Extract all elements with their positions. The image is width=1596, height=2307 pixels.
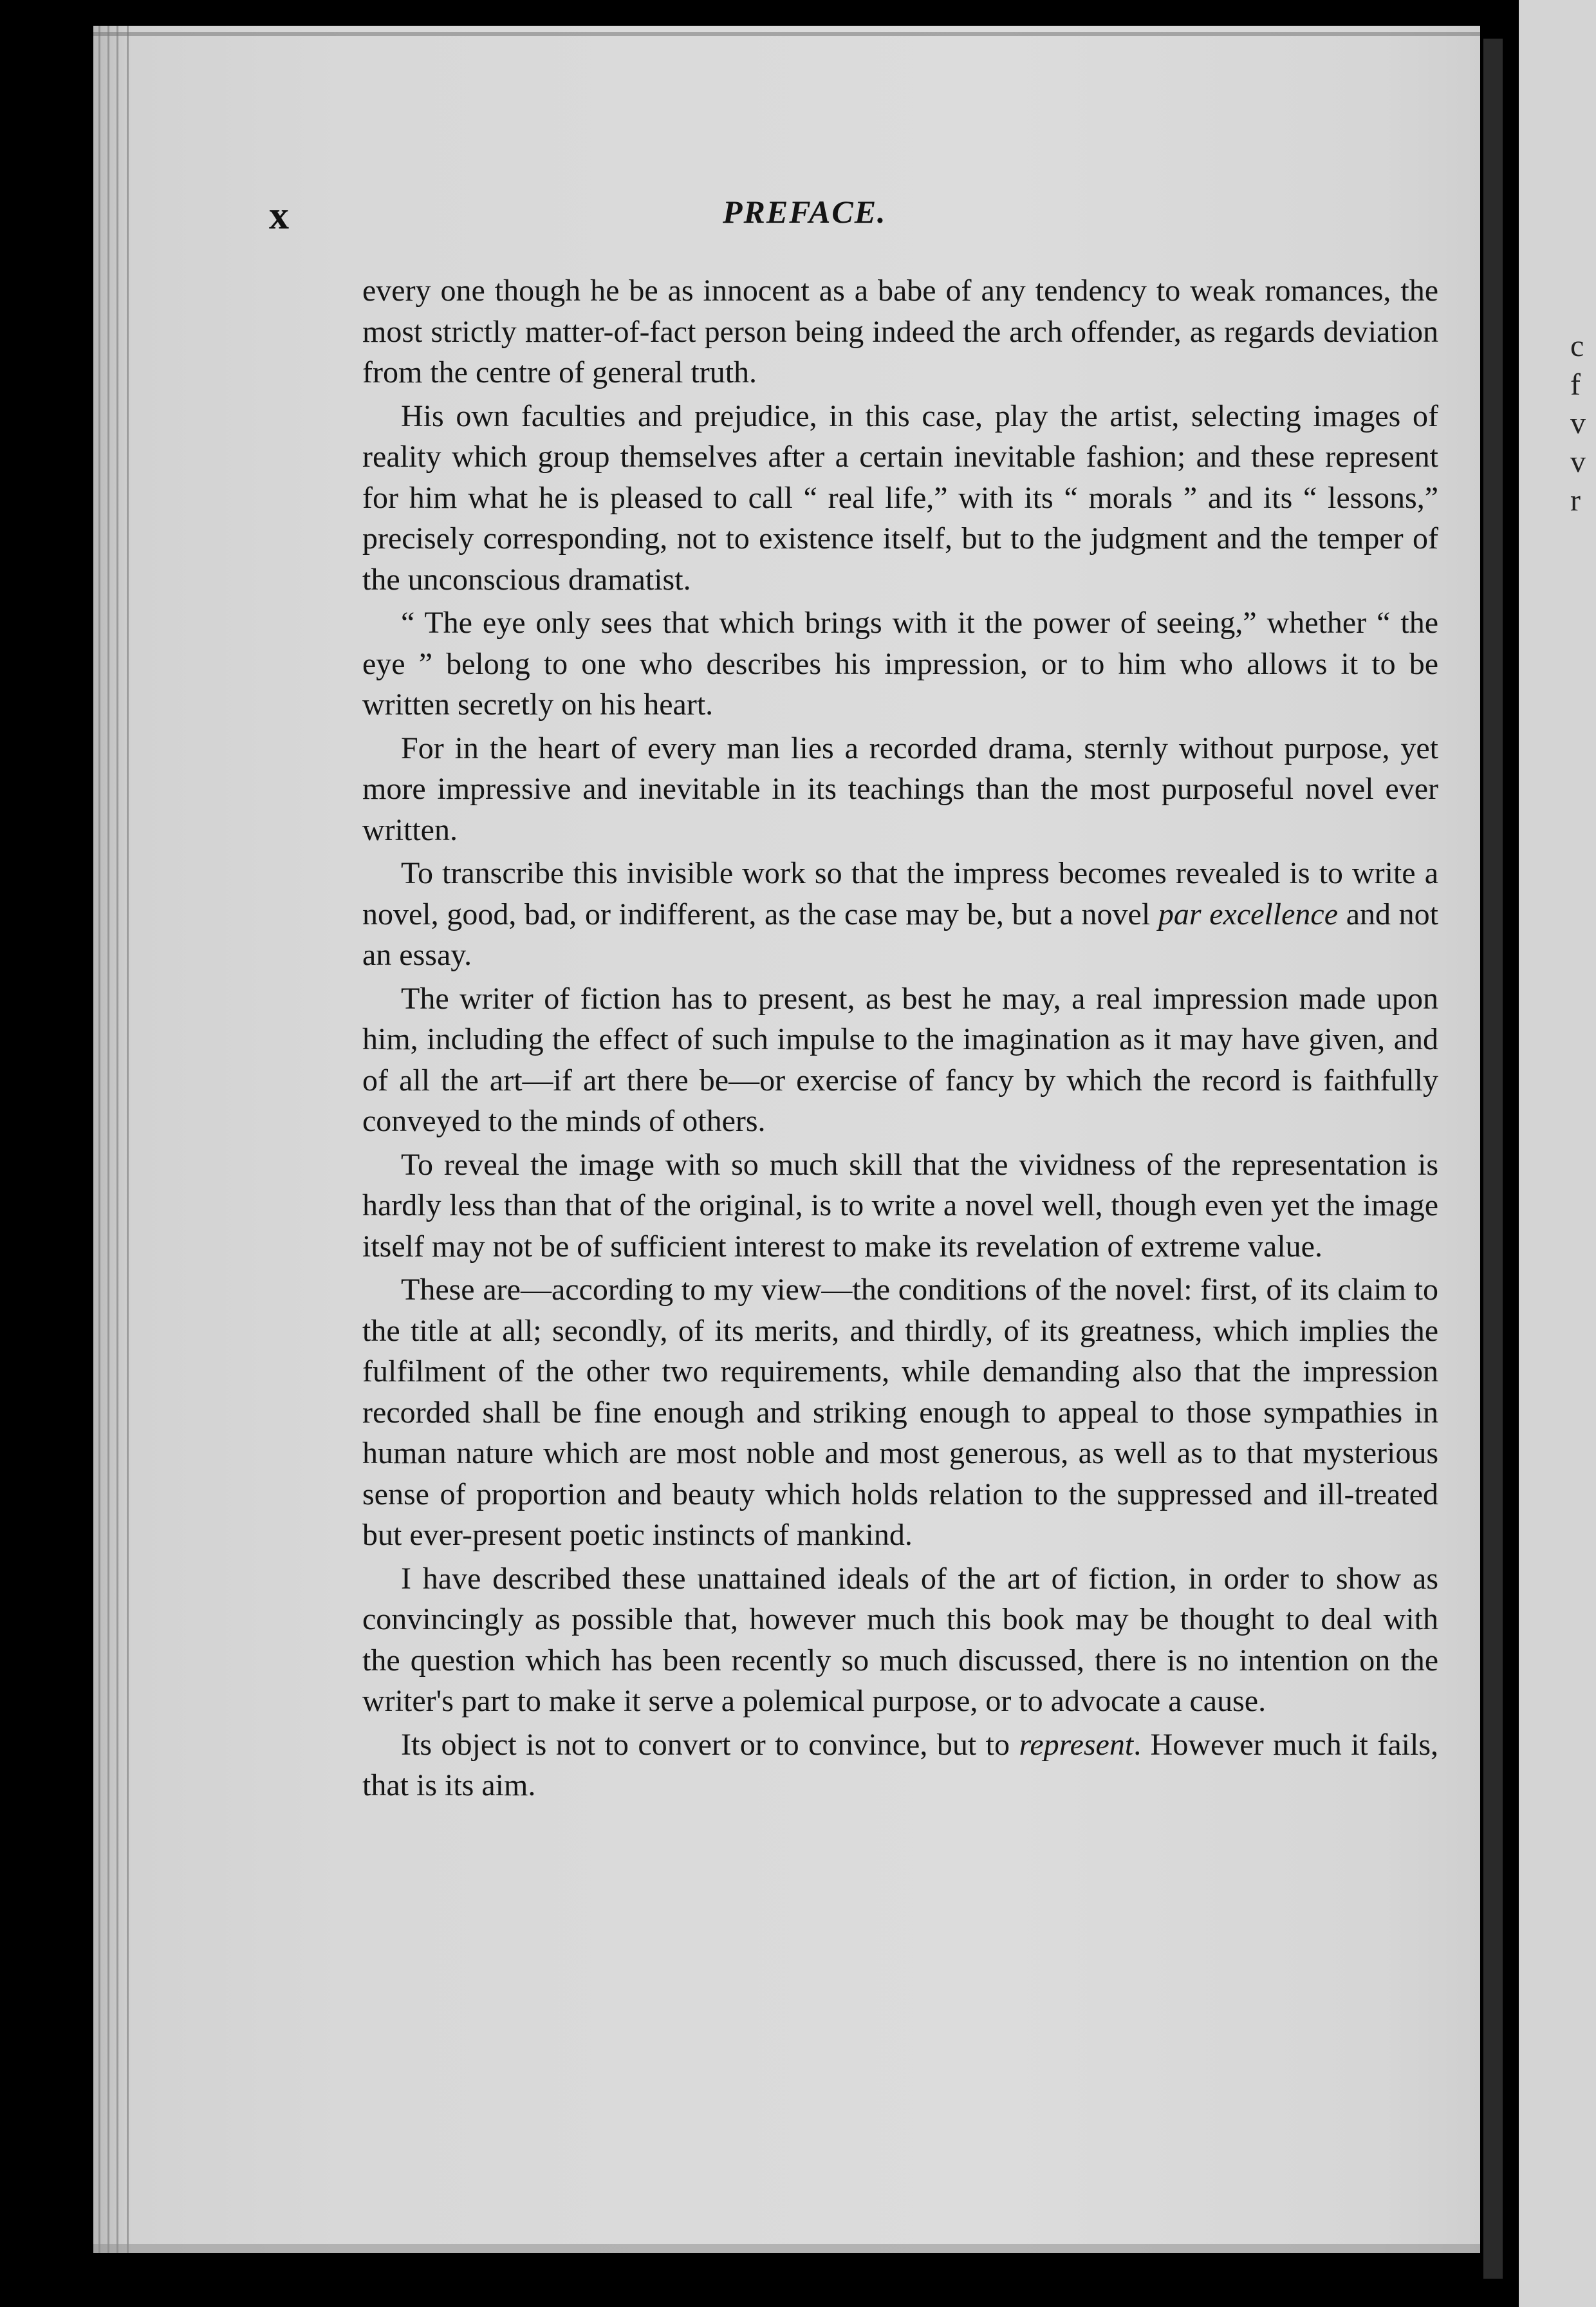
paragraph-text: Its object is not to convert or to convince, but to bbox=[401, 1727, 1019, 1762]
paragraph bbox=[362, 853, 1438, 976]
page-top-edge bbox=[93, 32, 1480, 36]
paragraph: I have described these unattained ideals of the art of fiction, in order to show as convincingly as possible that, however much this book may be thought to deal with the question which has been recently so much discussed, there is no intention on the writer's part to make it serve a polemical purpose, or to advocate a cause. bbox=[362, 1561, 1438, 1718]
running-head-title: PREFACE. bbox=[723, 194, 887, 230]
paragraph: To reveal the image with so much skill that the vividness of the representation is hardly less than that of the original, is to write a novel well, though even yet the image itself may not be of sufficient interest to make its revelation of extreme value. bbox=[362, 1147, 1438, 1264]
paragraph bbox=[362, 1724, 1438, 1806]
page-bottom-edge bbox=[93, 2244, 1480, 2253]
adjacent-page-fragment: v bbox=[1570, 445, 1586, 479]
paragraph-text: and not an essay. bbox=[362, 897, 1439, 972]
paragraph: “ The eye only sees that which brings with it the power of seeing,” whether “ the eye ” belong to one who describes his impression, or to him who allows it to be written secretly on his heart. bbox=[362, 606, 1438, 722]
paragraph: These are—according to my view—the conditions of the novel: first, of its claim to the title at all; secondly, of its merits, and thirdly, of its greatness, which implies the fulfilment of the other two requirements, while demanding also that the impression recorded shall be fine enough and striking enough to appeal to those sympathies in human nature which are most noble and most generous, as well as to that mysterious sense of proportion and beauty which holds relation to the suppressed and ill-treated but ever-present poetic instincts of mankind. bbox=[362, 1273, 1438, 1552]
body-text bbox=[362, 270, 1438, 1809]
paragraph: For in the heart of every man lies a recorded drama, sternly without purpose, yet more impressive and inevitable in its teachings than the most purposeful novel ever written. bbox=[362, 731, 1438, 847]
page-number: x bbox=[269, 194, 289, 238]
adjacent-page-fragment: c bbox=[1570, 329, 1584, 363]
adjacent-page-edge bbox=[1519, 0, 1596, 2307]
paragraph: every one though he be as innocent as a babe of any tendency to weak romances, the most strictly matter-of-fact person being indeed the arch offender, as regards deviation from the centre of general truth. bbox=[362, 274, 1438, 389]
page-gutter-shadow bbox=[1483, 39, 1503, 2279]
running-head bbox=[269, 193, 1434, 238]
paragraph: His own faculties and prejudice, in this case, play the artist, selecting images of reality which group themselves after a certain inevitable fashion; and these represent for him what he is pleased to call “ real life,” with its “ morals ” and its “ lessons,” precisely corresponding, not to existence itself, but to the judgment and the temper of the unconscious dramatist. bbox=[362, 398, 1438, 597]
page-edge-line bbox=[116, 26, 118, 2253]
italic-word: represent bbox=[1019, 1727, 1134, 1762]
paragraph-text: . However much it fails, that is its aim. bbox=[362, 1727, 1439, 1802]
adjacent-page-fragment: r bbox=[1570, 483, 1581, 518]
adjacent-page-fragment: f bbox=[1570, 368, 1581, 402]
italic-phrase: par excellence bbox=[1158, 897, 1339, 931]
adjacent-page-fragment: v bbox=[1570, 406, 1586, 440]
page-edge-line bbox=[98, 26, 100, 2253]
paragraph: The writer of fiction has to present, as best he may, a real impression made upon him, including the effect of such impulse to the imagination as it may have given, and of all the art—if art there be—or exercise of fancy by which the record is faithfully conveyed to the minds of others. bbox=[362, 981, 1438, 1138]
page-edge-line bbox=[127, 26, 129, 2253]
paragraph-text: To transcribe this invisible work so that the impress becomes revealed is to write a novel, good, bad, or indifferent, as the case may be, but a novel bbox=[362, 856, 1438, 931]
page-edge-line bbox=[107, 26, 109, 2253]
